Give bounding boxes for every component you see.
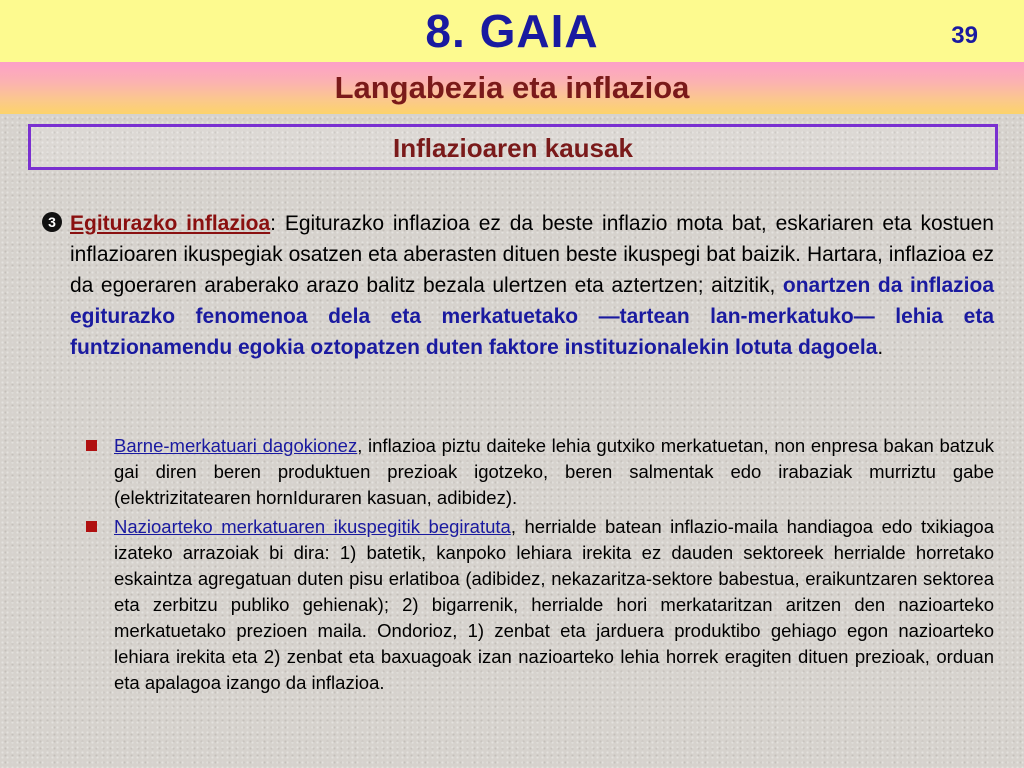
main-text-1: : Egiturazko inflazioa ez da beste inflazio mota bat, eskariaren eta kostuen inflazioaren ikuspegiak osatzen eta aberasten dituen beste ikuspegi bat baizik. Hartara, inflazioa ez da egoeraren araberako arazo balitz bezala ulertzen eta aztertzen; aitzitik, — [70, 212, 994, 297]
sub-point-term: Nazioarteko merkatuaren ikuspegitik begiratuta — [114, 516, 511, 537]
section-title: Inflazioaren kausak — [393, 133, 633, 163]
sub-point — [114, 514, 994, 696]
main-term: Egiturazko inflazioa — [70, 212, 271, 235]
sub-point — [114, 433, 994, 511]
section-box — [28, 124, 998, 170]
sub-point-term: Barne-merkatuari dagokionez — [114, 435, 358, 456]
square-bullet-icon — [86, 440, 97, 451]
sub-point-text: , inflazioa piztu daiteke lehia gutxiko merkatuetan, non enpresa bakan batzuk gai diren beren produktuen prezioak igotzeko, beren salmentak edo irabaziak murriztu gabe (elektrizitatearen hornIduraren kasuan, adibidez). — [114, 435, 994, 508]
page-number: 39 — [951, 22, 978, 49]
main-text-2: . — [877, 336, 884, 359]
title-band — [0, 0, 1024, 62]
sub-point-text: , herrialde batean inflazio-maila handiagoa edo txikiagoa izateko arrazoiak bi dira: 1) batetik, kanpoko lehiara irekita ez dauden sektoreek herrialde horretako eskaintza agregatuan duten pisu erlatiboa (adibidez, nekazaritza-sektore babestua, eraikuntzaren sektorea eta zerbitzu publiko gehienak); 2) bigarrenik, herrialde hori merkataritzan aritzen den nazioarteko merkatuetako prezioen maila. Ondorioz, 1) zenbat eta jarduera produktibo gehiago egon nazioarteko lehiara irekita eta 2) zenbat eta baxuagoak izan nazioarteko lehia horrek eragiten dituen prezioak, orduan eta apalagoa izango da inflazioa. — [114, 516, 994, 693]
square-bullet-icon — [86, 521, 97, 532]
main-paragraph — [70, 208, 994, 363]
slide-title: 8. GAIA — [425, 5, 599, 57]
number-three-icon: 3 — [42, 212, 62, 232]
subtitle-band — [0, 62, 1024, 114]
main-highlight: onartzen da inflazioa egiturazko fenomenoa dela eta merkatuetako —tartean lan-merkatuko— lehia eta funtzionamendu egokia oztopatzen duten faktore instituzionalekin lotuta dagoela — [70, 274, 994, 359]
slide-subtitle: Langabezia eta inflazioa — [334, 70, 690, 105]
